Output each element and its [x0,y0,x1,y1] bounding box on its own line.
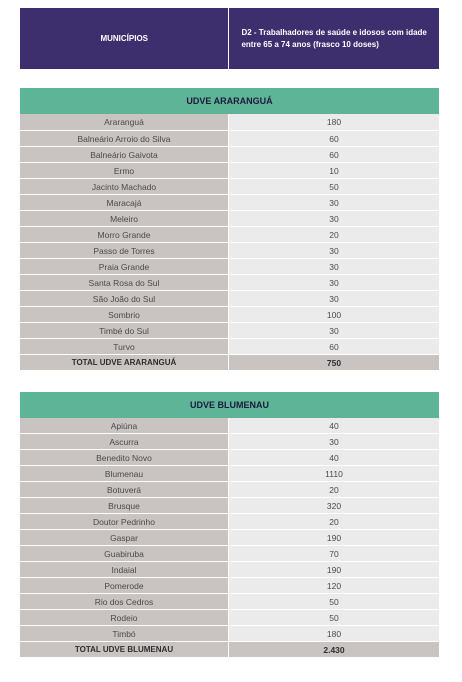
dose-value: 50 [229,594,439,609]
table-row [20,179,439,195]
header-dose-column: D2 - Trabalhadores de saúde e idosos com idade entre 65 a 74 anos (frasco 10 doses) [241,27,427,49]
table-row [20,594,439,610]
municipio-name: Praia Grande [20,259,229,274]
total-label: TOTAL UDVE BLUMENAU [20,642,229,657]
table-row [20,259,439,275]
municipio-name: Santa Rosa do Sul [20,275,229,290]
municipio-name: Morro Grande [20,227,229,242]
header-municipios: MUNICÍPIOS [20,8,229,69]
dose-value: 20 [229,227,439,242]
municipio-name: Guabiruba [20,546,229,561]
total-row [20,642,439,658]
municipio-name: Rodeio [20,610,229,625]
dose-value: 70 [229,546,439,561]
table-row [20,434,439,450]
table-row [20,578,439,594]
dose-value: 180 [229,626,439,641]
municipio-name: Araranguá [20,114,229,130]
dose-value: 190 [229,562,439,577]
dose-value: 180 [229,114,439,130]
table-row [20,323,439,339]
dose-value: 30 [229,291,439,306]
dose-value: 20 [229,482,439,497]
dose-value: 30 [229,275,439,290]
municipio-name: Meleiro [20,211,229,226]
municipio-name: Timbó [20,626,229,641]
municipio-name: Botuverá [20,482,229,497]
table-row [20,450,439,466]
municipio-name: Apiúna [20,418,229,433]
table-row [20,114,439,131]
section-udve-ararangua [20,88,439,371]
dose-value: 30 [229,323,439,338]
table-row [20,626,439,642]
municipio-name: Maracajá [20,195,229,210]
dose-value: 20 [229,514,439,529]
dose-value: 40 [229,450,439,465]
dose-value: 1110 [229,466,439,481]
municipio-name: Timbé do Sul [20,323,229,338]
municipio-name: Ermo [20,163,229,178]
municipio-name: Sombrio [20,307,229,322]
municipio-name: Blumenau [20,466,229,481]
total-value: 2.430 [229,642,439,657]
table-row [20,546,439,562]
table-header [20,8,439,69]
dose-value: 50 [229,610,439,625]
table-row [20,482,439,498]
table-row [20,339,439,355]
total-value: 750 [229,355,439,370]
dose-value: 60 [229,339,439,354]
municipio-name: Pomerode [20,578,229,593]
dose-value: 30 [229,211,439,226]
municipio-name: São João do Sul [20,291,229,306]
municipio-name: Balneário Arroio do Silva [20,131,229,146]
municipio-name: Indaial [20,562,229,577]
dose-value: 10 [229,163,439,178]
section-udve-blumenau [20,392,439,658]
municipio-name: Ascurra [20,434,229,449]
dose-value: 120 [229,578,439,593]
table-row [20,307,439,323]
table-row [20,514,439,530]
section-rows [20,418,439,658]
municipio-name: Doutor Pedrinho [20,514,229,529]
dose-value: 60 [229,131,439,146]
dose-value: 190 [229,530,439,545]
table-row [20,275,439,291]
table-row [20,195,439,211]
table-row [20,466,439,482]
table-row [20,562,439,578]
municipio-name: Brusque [20,498,229,513]
total-label: TOTAL UDVE ARARANGUÁ [20,355,229,370]
table-row [20,163,439,179]
municipio-name: Gaspar [20,530,229,545]
table-row [20,243,439,259]
table-row [20,610,439,626]
municipio-name: Benedito Novo [20,450,229,465]
municipio-name: Passo de Torres [20,243,229,258]
municipio-name: Jacinto Machado [20,179,229,194]
table-row [20,530,439,546]
table-row [20,211,439,227]
table-row [20,418,439,434]
total-row [20,355,439,371]
table-row [20,498,439,514]
dose-value: 30 [229,195,439,210]
dose-value: 100 [229,307,439,322]
dose-value: 30 [229,434,439,449]
dose-value: 30 [229,259,439,274]
table-row [20,291,439,307]
dose-value: 50 [229,179,439,194]
table-row [20,147,439,163]
section-title: UDVE BLUMENAU [20,392,439,418]
municipio-name: Rio dos Cedros [20,594,229,609]
section-rows [20,114,439,371]
section-title: UDVE ARARANGUÁ [20,88,439,114]
dose-value: 40 [229,418,439,433]
table-row [20,227,439,243]
dose-value: 60 [229,147,439,162]
dose-value: 320 [229,498,439,513]
municipio-name: Balneário Gaivota [20,147,229,162]
municipio-name: Turvo [20,339,229,354]
dose-value: 30 [229,243,439,258]
table-row [20,131,439,147]
